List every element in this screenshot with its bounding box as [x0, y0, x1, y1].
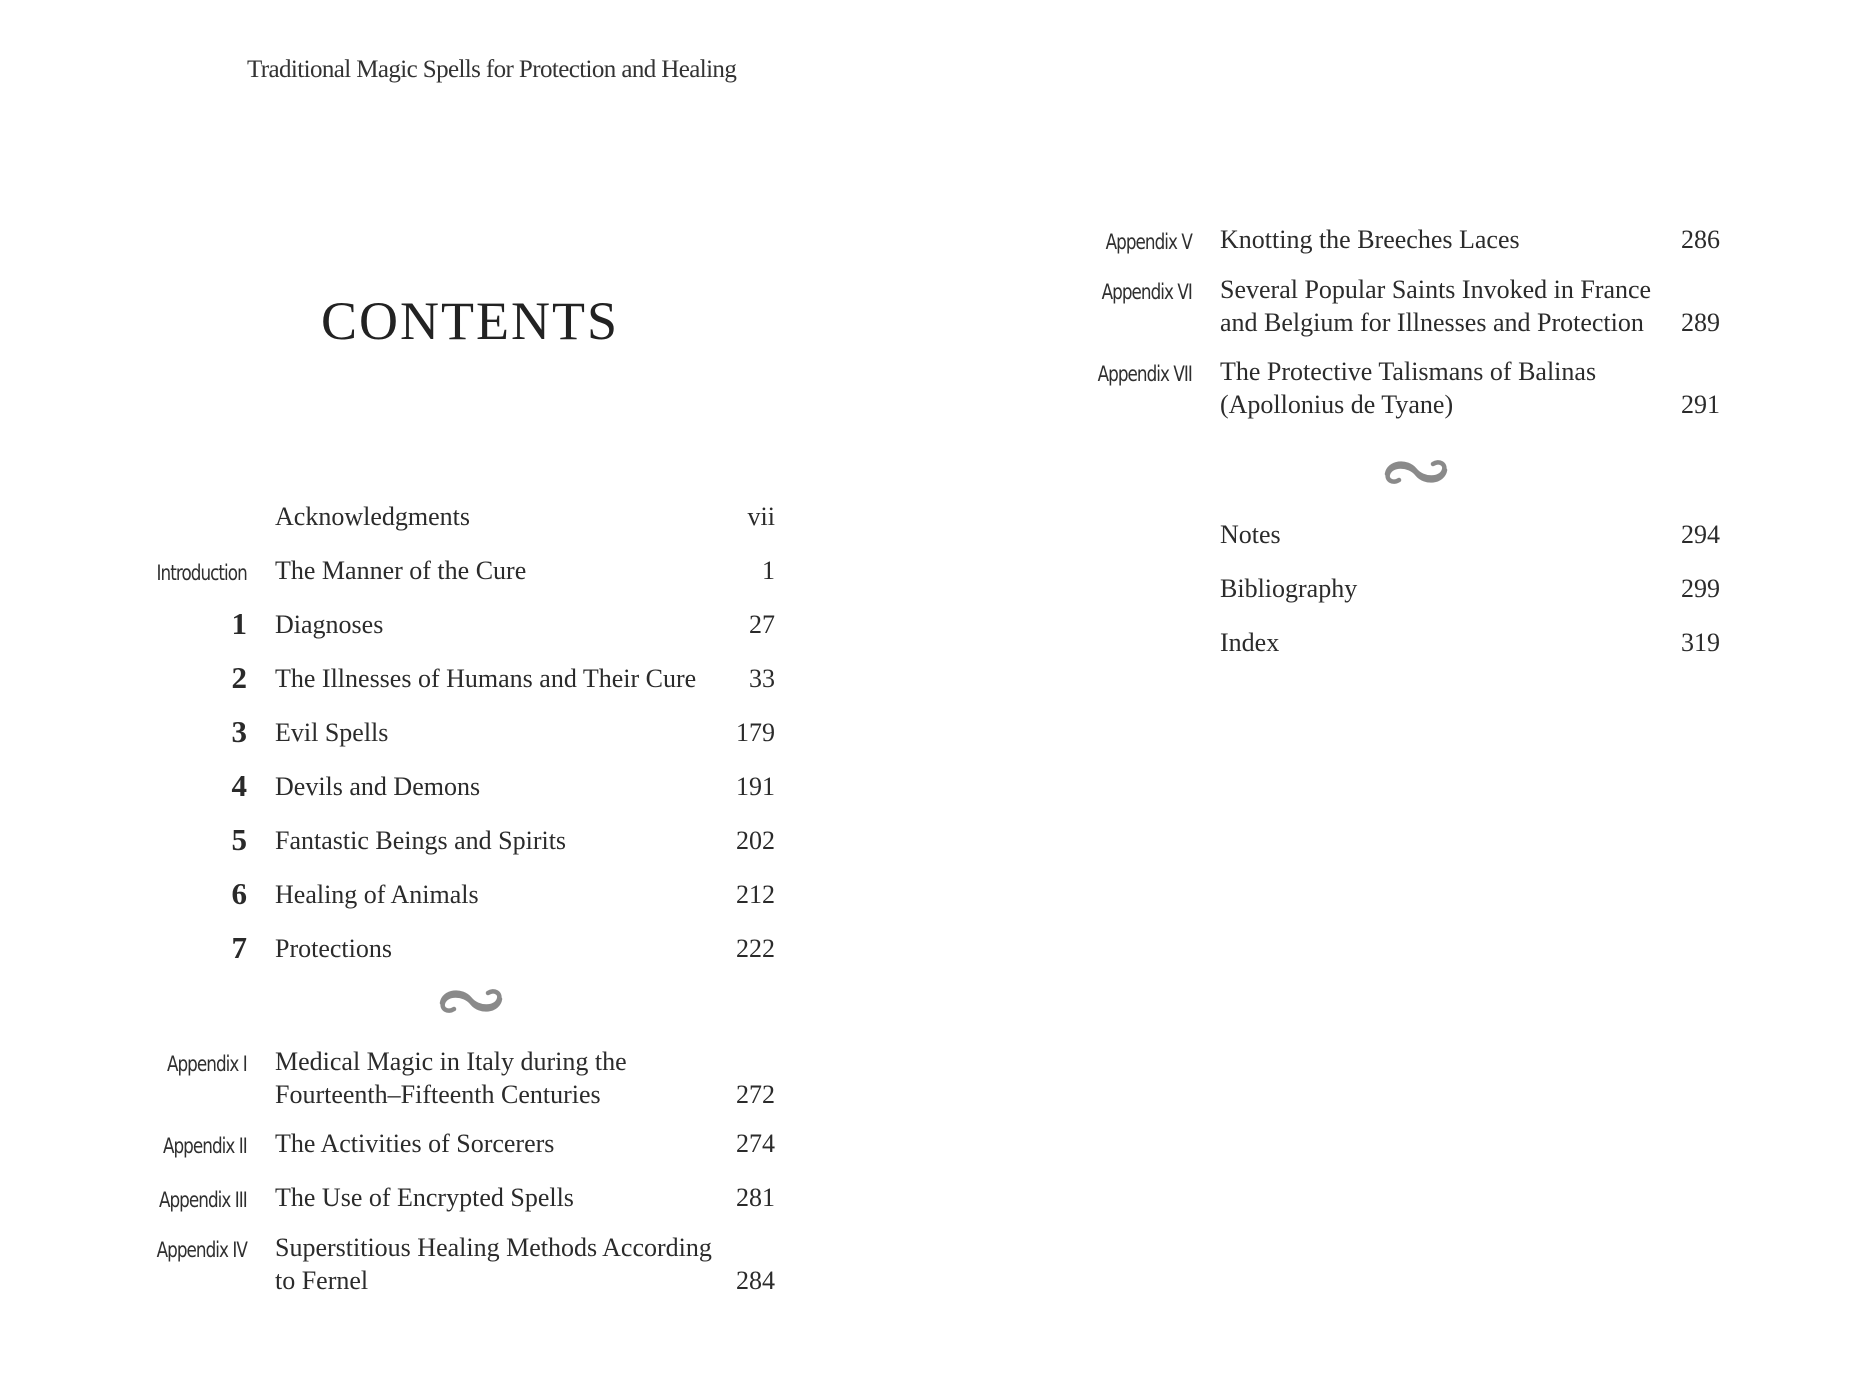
- entry-title: The Activities of Sorcerers: [275, 1129, 555, 1158]
- page-number: 27: [749, 610, 775, 639]
- page-number: 286: [1681, 225, 1720, 254]
- page-number: 289: [1681, 308, 1720, 337]
- page-number: 212: [736, 880, 775, 909]
- page-number: 284: [736, 1266, 775, 1295]
- page-number: 291: [1681, 390, 1720, 419]
- page-number: 281: [736, 1183, 775, 1212]
- entry-title: The Use of Encrypted Spells: [275, 1183, 574, 1212]
- entry-title: Diagnoses: [275, 610, 384, 639]
- page-number: 319: [1681, 628, 1720, 657]
- page-number: 1: [762, 556, 775, 585]
- chapter-number: 2: [231, 660, 247, 695]
- page-number: 299: [1681, 574, 1720, 603]
- entry-title: Several Popular Saints Invoked in France: [1220, 275, 1652, 304]
- swash-ornament-icon: [436, 985, 506, 1017]
- entry-title: Healing of Animals: [275, 880, 479, 909]
- entry-title: Fantastic Beings and Spirits: [275, 826, 567, 855]
- page-number: 274: [736, 1129, 775, 1158]
- entry-title: and Belgium for Illnesses and Protection: [1220, 308, 1644, 337]
- running-head: Traditional Magic Spells for Protection and Healing: [247, 56, 737, 83]
- entry-label: Appendix II: [163, 1134, 247, 1158]
- entry-title: Protections: [275, 934, 392, 963]
- page-number: vii: [747, 502, 775, 531]
- entry-title: Evil Spells: [275, 718, 389, 747]
- entry-title: (Apollonius de Tyane): [1220, 390, 1454, 419]
- entry-title: The Illnesses of Humans and Their Cure: [275, 664, 697, 693]
- entry-title: The Manner of the Cure: [275, 556, 527, 585]
- entry-title: Fourteenth–Fifteenth Centuries: [275, 1080, 601, 1109]
- chapter-number: 3: [231, 714, 247, 749]
- entry-label: Appendix V: [1105, 230, 1192, 254]
- chapter-number: 6: [231, 876, 247, 911]
- entry-label: Appendix IV: [156, 1238, 247, 1262]
- page-number: 179: [736, 718, 775, 747]
- entry-title: Notes: [1220, 520, 1281, 549]
- right-contents-list: [945, 0, 1720, 1399]
- chapter-number: 4: [231, 768, 247, 803]
- entry-title: Medical Magic in Italy during the: [275, 1047, 627, 1076]
- entry-title: Bibliography: [1220, 574, 1358, 603]
- entry-label: Appendix III: [159, 1188, 247, 1212]
- page-number: 272: [736, 1080, 775, 1109]
- page-number: 33: [749, 664, 775, 693]
- entry-title: to Fernel: [275, 1266, 369, 1295]
- entry-label: Appendix VII: [1097, 362, 1192, 386]
- entry-title: Superstitious Healing Methods According: [275, 1233, 712, 1262]
- left-contents-list: [0, 0, 775, 1399]
- entry-label: Appendix VI: [1101, 280, 1192, 304]
- page-number: 191: [736, 772, 775, 801]
- chapter-number: 1: [231, 606, 247, 641]
- entry-title: Devils and Demons: [275, 772, 481, 801]
- chapter-number: 7: [231, 930, 247, 965]
- swash-ornament-icon: [1381, 456, 1451, 488]
- page-number: 294: [1681, 520, 1720, 549]
- entry-title: Index: [1220, 628, 1280, 657]
- entry-title: Acknowledgments: [275, 502, 470, 531]
- page-number: 202: [736, 826, 775, 855]
- entry-label: Appendix I: [167, 1052, 247, 1076]
- contents-title: CONTENTS: [321, 291, 619, 351]
- entry-title: Knotting the Breeches Laces: [1220, 225, 1520, 254]
- chapter-number: 5: [231, 822, 247, 857]
- page-number: 222: [736, 934, 775, 963]
- entry-label: Introduction: [156, 561, 247, 585]
- entry-title: The Protective Talismans of Balinas: [1220, 357, 1597, 386]
